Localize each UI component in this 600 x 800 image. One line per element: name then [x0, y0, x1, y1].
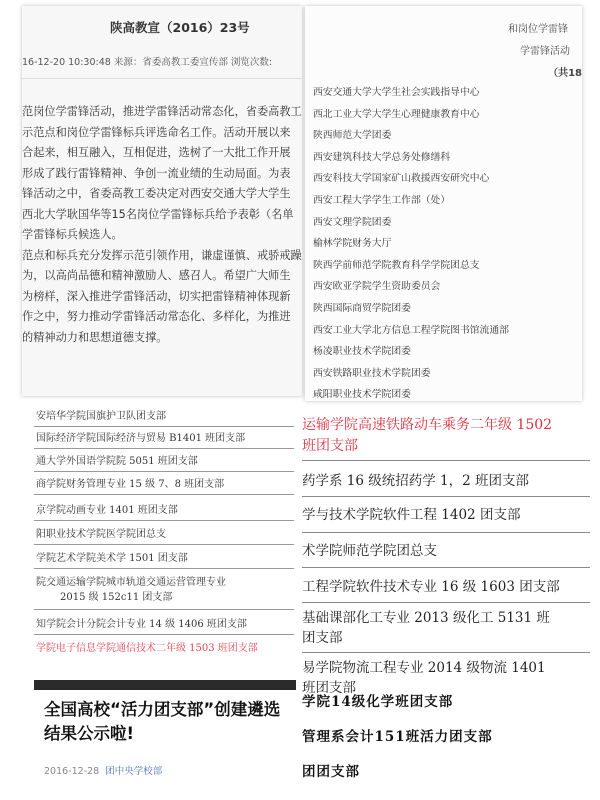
list-item: 西安铁路职业技术学院团委 [313, 367, 431, 379]
list-item: 杨凌职业技术学院团委 [313, 346, 411, 358]
article-line: 为，以高尚品德和精神激励人、感召人。希望广大师生 [22, 269, 291, 282]
row-divider [302, 532, 590, 533]
row-divider [302, 567, 590, 568]
divider [22, 78, 302, 79]
table-row-highlighted: 学院电子信息学院通信技术二年级 1503 班团支部 [36, 643, 258, 654]
table-row: 基础课部化工专业 2013 级化工 5131 班 [302, 610, 550, 626]
article-line: 示范点和岗位学雷锋标兵评选命名工作。活动开展以来 [22, 125, 291, 139]
table-row: 国际经济学院国际经济与贸易 B1401 班团支部 [34, 429, 294, 449]
list-item: 西安工业大学北方信息工程学院图书馆流通部 [313, 324, 509, 336]
bold-row: 管理系会计151班活力团支部 [302, 729, 493, 745]
card-headline[interactable]: 全国高校“活力团支部”创建遴选 结果公示啦! [44, 700, 281, 743]
unit-list [313, 82, 509, 401]
document-number: 陕高教宣（2016）23号 [110, 20, 250, 35]
card-top-bar [34, 680, 296, 690]
table-row: 工程学院软件技术专业 16 级 1603 团支部 [302, 579, 560, 595]
row-divider [302, 652, 590, 653]
card-date: 2016-12-28 [44, 766, 100, 777]
unit-list-panel [305, 6, 582, 401]
article-excerpt-panel [22, 6, 302, 396]
table-row: 药学系 16 级统招药学 1，2 班团支部 [302, 473, 530, 489]
table-row-highlighted: 班团支部 [302, 438, 358, 454]
table-row-highlighted: 运输学院高速铁路动车乘务二年级 1502 [302, 417, 553, 433]
list-header: 和岗位学雷锋 [508, 24, 568, 35]
list-item: 陕西师范大学团委 [313, 130, 392, 142]
article-line: 西北大学耿国华等15名岗位学雷锋标兵给予表彰（名单 [22, 207, 294, 221]
list-item: 西安交通大学大学生社会实践指导中心 [313, 87, 480, 98]
article-line: 范岗位学雷锋活动，推进学雷锋活动常态化，省委高教工 [22, 105, 302, 118]
card-meta [44, 763, 162, 777]
branch-table-left [34, 405, 294, 667]
article-line: 形成了践行雷锋精神、争创一流业绩的生动局面。为表 [22, 166, 291, 180]
list-item: 咸阳职业技术学院团委 [313, 389, 411, 401]
article-body [22, 102, 302, 348]
article-meta: 16-12-20 10:30:48 来源：省委高教工委宣传部 浏览次数: [22, 57, 273, 68]
list-item: 西安欧亚学院学生资助委员会 [313, 281, 441, 293]
list-item: 西安文理学院团委 [313, 216, 392, 228]
article-line: 合起来，相互融入，互相促进，选树了一大批工作开展 [22, 146, 291, 159]
news-card[interactable] [34, 680, 296, 790]
row-divider [302, 602, 590, 603]
article-line: 为榜样，深入推进学雷锋活动，切实把雷锋精神体现新 [22, 289, 291, 303]
table-row: 班团支部 [302, 680, 356, 696]
article-line: 的精神动力和思想道德支撑。 [22, 330, 168, 344]
list-item: 陕西国际商贸学院团委 [313, 302, 411, 314]
table-row: 院交通运输学院城市轨道交通运营管理专业 2015 级 152c11 团支部 [34, 573, 294, 610]
table-row: 知学院会计分院会计专业 14 级 1406 班团支部 [34, 615, 294, 635]
list-header: 学雷锋活动 [520, 46, 570, 57]
table-row: 学与技术学院软件工程 1402 团支部 [302, 507, 521, 523]
table-row: 京学院动画专业 1401 班团支部 [34, 501, 294, 521]
table-row: 易学院物流工程专业 2014 级物流 1401 [302, 660, 546, 676]
table-row: 团支部 [302, 630, 343, 646]
branch-table-right [302, 405, 590, 800]
table-row: 商学院财务管理专业 15 级 7、8 班团支部 [34, 475, 294, 495]
list-item: 陕西学前师范学院教育科学学院团总支 [313, 259, 480, 271]
table-row: 安培华学院国旗护卫队团支部 [34, 407, 294, 427]
list-item: 西安工程大学学生工作部（处） [313, 194, 451, 206]
table-row: 通大学外国语学院院 5051 班团支部 [34, 452, 294, 472]
bold-row: 团团支部 [302, 764, 360, 780]
list-item: 西安科技大学国家矿山救援西安研究中心 [313, 173, 490, 185]
list-count: （共18 [548, 68, 582, 79]
list-item: 榆林学院财务大厅 [313, 238, 392, 250]
list-item: 西北工业大学大学生心理健康教育中心 [313, 108, 480, 120]
card-source-link[interactable]: 团中央学校部 [105, 766, 163, 777]
list-item: 西安建筑科技大学总务处修缮科 [313, 151, 451, 163]
table-row: 术学院师范学院团总支 [302, 543, 437, 559]
table-row: 学院艺术学院美术学 1501 团支部 [34, 549, 294, 569]
bold-row: 学院14级化学班团支部 [302, 694, 454, 710]
row-divider [302, 496, 590, 497]
table-row: 阳职业技术学院医学院团总支 [34, 525, 294, 545]
article-line: 作之中，努力推动学雷锋活动常态化、多样化，为推进 [22, 310, 291, 323]
article-line: 锋活动之中，省委高教工委决定对西安交通大学大学生 [22, 187, 291, 200]
row-divider [302, 460, 590, 461]
article-line: 范点和标兵充分发挥示范引领作用，谦虚谨慎、戒骄戒躁 [22, 248, 302, 262]
article-line: 学雷锋标兵候选人。 [22, 228, 123, 241]
